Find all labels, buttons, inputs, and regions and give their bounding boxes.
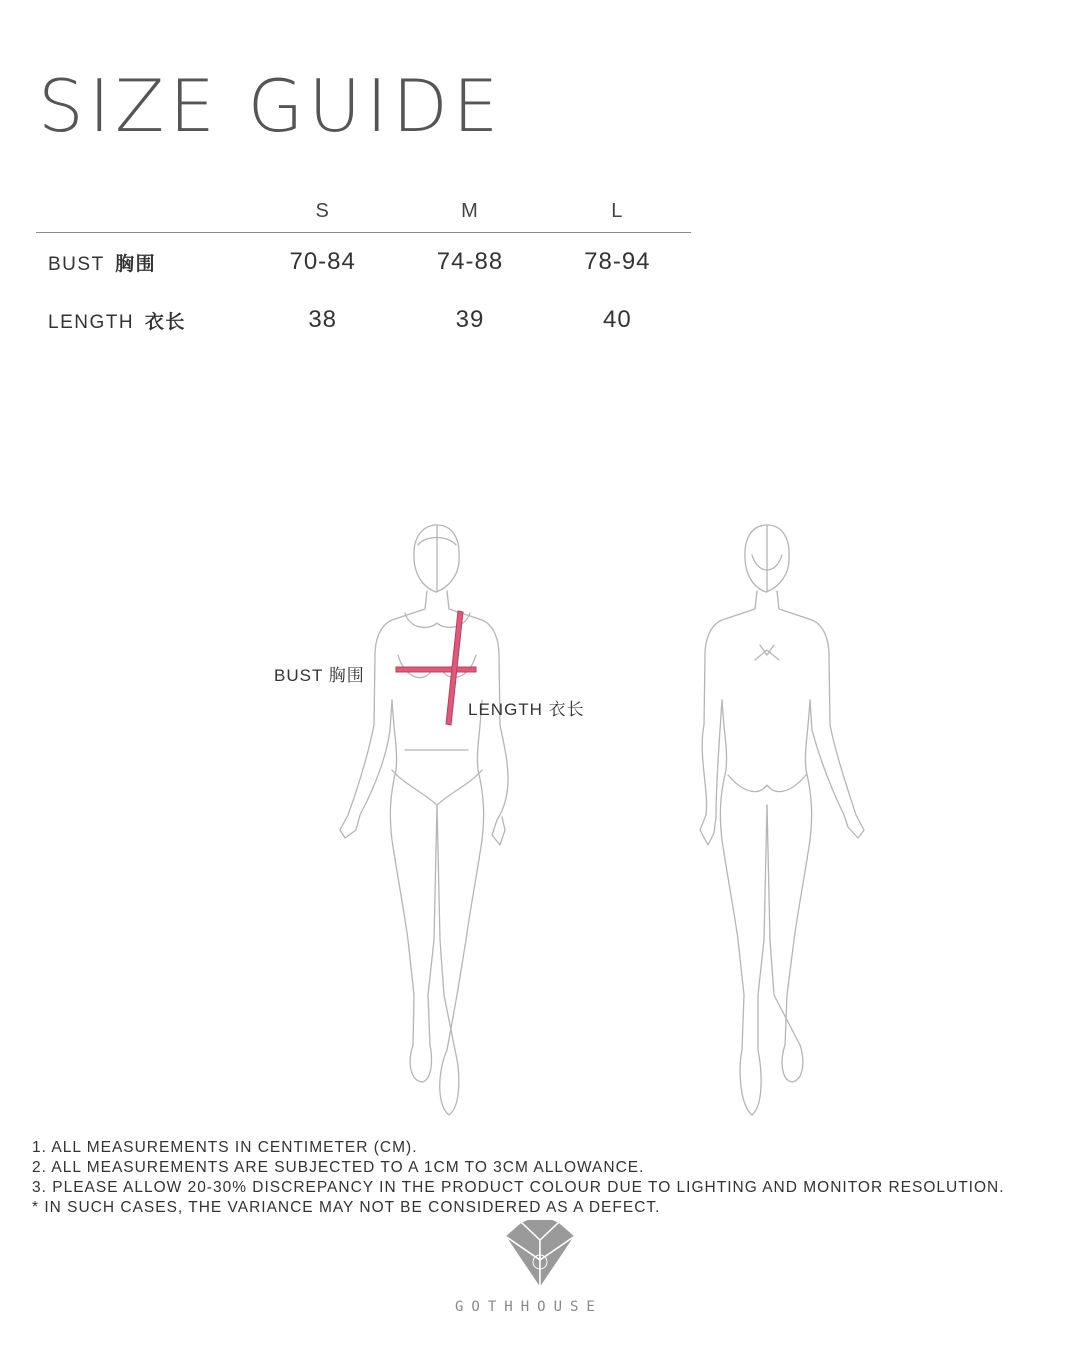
page-title: SIZE GUIDE xyxy=(38,64,504,148)
row-label-length xyxy=(36,291,249,349)
row-label-cn: 衣长 xyxy=(144,311,186,333)
table-cell: 74-88 xyxy=(436,248,504,275)
table-cell: 39 xyxy=(455,306,485,333)
row-label-bust xyxy=(36,233,249,292)
front-figure xyxy=(340,525,508,1115)
figure-diagram xyxy=(0,505,1080,1125)
row-label-en: LENGTH xyxy=(48,311,135,333)
note-item: 3. PLEASE ALLOW 20-30% DISCREPANCY IN THE PRODUCT COLOUR DUE TO LIGHTING AND MONITOR RESOLUTION. xyxy=(32,1179,1005,1196)
size-header-blank xyxy=(36,190,249,233)
row-label-en: BUST xyxy=(48,253,105,275)
table-cell: 70-84 xyxy=(289,248,356,275)
notes-list xyxy=(32,1138,1005,1218)
heart-cube-logo-icon xyxy=(503,1220,577,1290)
row-label-cn: 胸围 xyxy=(115,253,157,275)
size-header-s: S xyxy=(249,190,396,233)
back-figure xyxy=(700,525,864,1115)
size-table xyxy=(36,190,691,349)
measurement-markers xyxy=(396,611,476,725)
table-row xyxy=(36,291,691,349)
length-diagram-label: LENGTH 衣长 xyxy=(468,700,585,719)
bust-marker xyxy=(396,667,476,672)
note-item: 1. ALL MEASUREMENTS IN CENTIMETER (CM). xyxy=(32,1139,418,1156)
size-header-row xyxy=(36,190,691,233)
brand-name: GOTHHOUSE xyxy=(455,1299,603,1315)
note-item: * IN SUCH CASES, THE VARIANCE MAY NOT BE CONSIDERED AS A DEFECT. xyxy=(32,1199,661,1216)
table-cell: 38 xyxy=(308,306,338,333)
bust-diagram-label: BUST 胸围 xyxy=(274,666,365,685)
table-cell: 40 xyxy=(602,306,632,333)
note-item: 2. ALL MEASUREMENTS ARE SUBJECTED TO A 1CM TO 3CM ALLOWANCE. xyxy=(32,1159,645,1176)
size-header-l: L xyxy=(544,190,691,233)
table-row xyxy=(36,233,691,292)
table-cell: 78-94 xyxy=(584,248,651,275)
size-header-m: M xyxy=(396,190,543,233)
